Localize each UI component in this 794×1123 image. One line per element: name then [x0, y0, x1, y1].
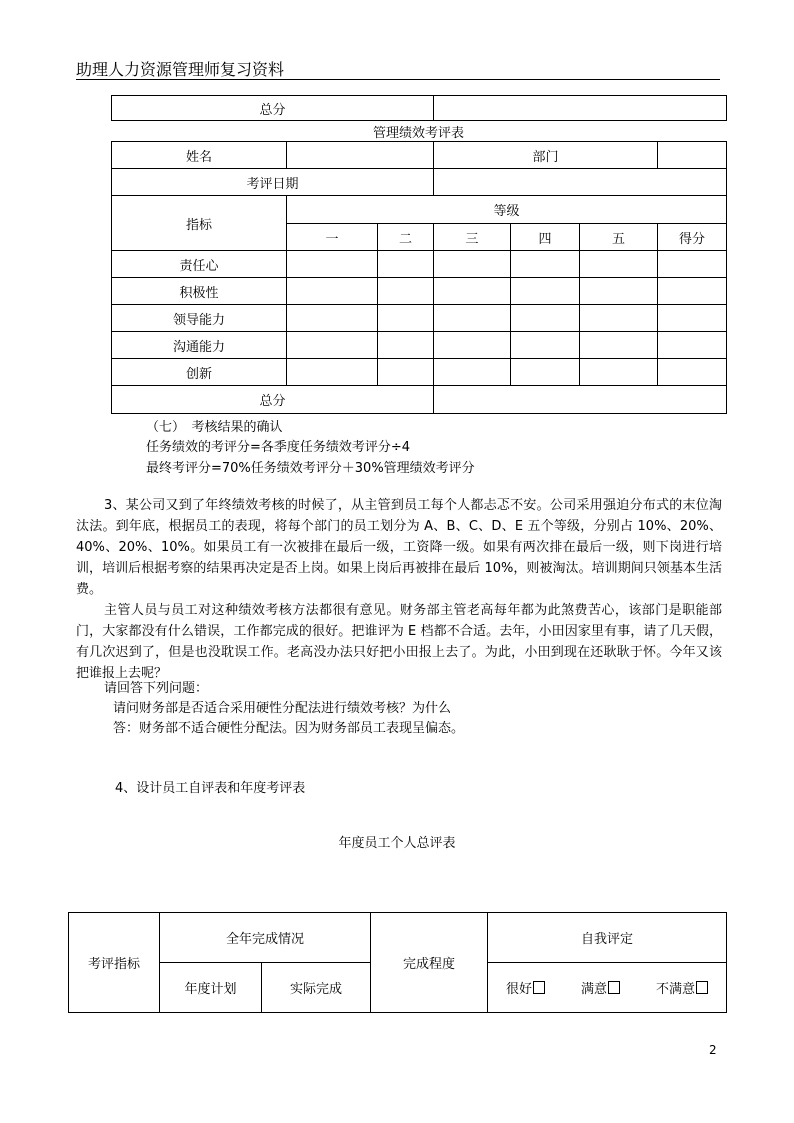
row-label: 积极性 [112, 278, 287, 305]
grade-col-3: 三 [434, 224, 511, 251]
page-number: 2 [709, 1043, 717, 1057]
actual-label: 实际完成 [262, 963, 371, 1013]
score-col: 得分 [658, 224, 727, 251]
section4-heading: 4、设计员工自评表和年度考评表 [115, 781, 306, 796]
checkbox-icon[interactable] [696, 981, 708, 994]
degree-label: 完成程度 [371, 913, 488, 1013]
document-header: 助理人力资源管理师复习资料 [76, 60, 285, 79]
name-value-cell [287, 142, 434, 169]
mgmt-total-value-cell [434, 386, 727, 414]
dept-label: 部门 [434, 142, 658, 169]
option-unsatisfied[interactable] [656, 978, 708, 997]
annual-evaluation-table [68, 912, 727, 1013]
option-label: 满意 [581, 982, 608, 997]
grade-col-2: 二 [378, 224, 434, 251]
grade-label: 等级 [287, 196, 727, 224]
row-label: 领导能力 [112, 305, 287, 332]
grade-col-5: 五 [580, 224, 658, 251]
checkbox-icon[interactable] [608, 981, 620, 994]
row-label: 创新 [112, 359, 287, 386]
row-label: 责任心 [112, 251, 287, 278]
case3-paragraph-2: 主管人员与员工对这种绩效考核方法都很有意见。财务部主管老高每年都为此煞费苦心，该部门是职能部门，大家都没有什么错误，工作都完成的很好。把谁评为 E 档都不合适。去年，小田因家里有事，请了几天假，有几次迟到了，但是也没耽误工作。老高没办法只好把小田报上去了。为此，小田到现在还耿耿于怀。今年又该把谁报上去呢？ [76, 603, 722, 681]
table-row [112, 251, 727, 278]
table-row [112, 359, 727, 386]
dept-value-cell [658, 142, 727, 169]
header-divider [76, 79, 720, 80]
mgmt-total-label: 总分 [112, 386, 434, 414]
plan-label: 年度计划 [160, 963, 262, 1013]
answer-text: 答：财务部不适合硬性分配法。因为财务部员工表现呈偏态。 [113, 721, 465, 736]
grade-col-4: 四 [511, 224, 580, 251]
grade-col-1: 一 [287, 224, 378, 251]
case3-paragraph-1: 3、某公司又到了年终绩效考核的时候了，从主管到员工每个人都忐忑不安。公司采用强迫分布式的末位淘汰法。到年底，根据员工的表现，将每个部门的员工划分为 A、B、C、D、E 五个等级，分别占 10%、20%、40%、20%、10%。如果员工有一次被排在最后一级，工资降一级。如果有两次排在最后一级，则下岗进行培训，培训后根据考察的结果再决定是否上岗。如果上岗后再被排在最后 10%，则被淘汰。培训期间只领基本生活费。 [76, 498, 722, 597]
total-value-cell [434, 96, 727, 121]
option-satisfied[interactable] [581, 978, 620, 997]
mgmt-table-title: 管理绩效考评表 [372, 126, 464, 141]
table-row [112, 278, 727, 305]
total-label: 总分 [112, 96, 434, 121]
option-label: 不满意 [656, 982, 696, 997]
date-value-cell [434, 169, 727, 196]
name-label: 姓名 [112, 142, 287, 169]
mgmt-performance-table [111, 141, 727, 414]
option-very-good[interactable] [506, 978, 545, 997]
option-label: 很好 [506, 982, 533, 997]
formula-task-score: 任务绩效的考评分=各季度任务绩效考评分÷4 [146, 440, 411, 455]
table-row [112, 332, 727, 359]
self-eval-label: 自我评定 [488, 913, 727, 963]
indicator-label: 考评指标 [69, 913, 160, 1013]
self-eval-options [488, 963, 727, 1013]
row-label: 沟通能力 [112, 332, 287, 359]
question-prompt: 请回答下列问题： [104, 681, 209, 696]
formula-final-score: 最终考评分=70%任务绩效考评分＋30%管理绩效考评分 [146, 461, 475, 476]
case3-block [76, 495, 722, 684]
question-text: 请问财务部是否适合采用硬性分配法进行绩效考核？为什么 [113, 701, 452, 716]
section7-heading: （七） 考核结果的确认 [146, 420, 283, 435]
indicator-label: 指标 [112, 196, 287, 251]
annual-table-title: 年度员工个人总评表 [338, 836, 456, 851]
table-row [112, 305, 727, 332]
completion-label: 全年完成情况 [160, 913, 371, 963]
checkbox-icon[interactable] [533, 981, 545, 994]
previous-table-total [111, 95, 727, 121]
date-label: 考评日期 [112, 169, 434, 196]
